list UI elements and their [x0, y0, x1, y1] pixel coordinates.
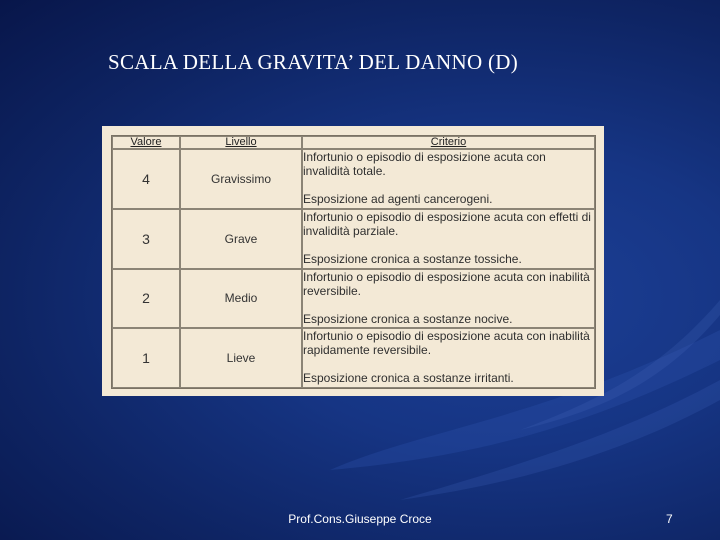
cell-valore: 4: [112, 149, 180, 209]
severity-scale-table: [111, 135, 596, 389]
table-row: [112, 209, 595, 269]
slide-title: SCALA DELLA GRAVITA’ DEL DANNO (D): [108, 50, 519, 74]
page-number: 7: [666, 512, 673, 526]
cell-livello: Medio: [180, 269, 302, 329]
slide-footer: Prof.Cons.Giuseppe Croce: [288, 512, 432, 526]
cell-criterio: [302, 149, 595, 209]
table-row: [112, 149, 595, 209]
criterio-chronic: Esposizione cronica a sostanze irritanti.: [303, 371, 514, 386]
cell-valore: 2: [112, 269, 180, 329]
cell-criterio: [302, 269, 595, 329]
cell-criterio: [302, 209, 595, 269]
cell-livello: Grave: [180, 209, 302, 269]
cell-livello: Lieve: [180, 328, 302, 388]
criterio-chronic: Esposizione cronica a sostanze tossiche.: [303, 251, 522, 266]
criterio-acute: Infortunio o episodio di esposizione acuta con invalidità totale.: [303, 150, 546, 178]
table-header-row: [112, 136, 595, 149]
header-valore: Valore: [112, 136, 180, 149]
table-row: [112, 328, 595, 388]
criterio-acute: Infortunio o episodio di esposizione acuta con inabilità reversibile.: [303, 269, 590, 298]
table-row: [112, 269, 595, 329]
cell-valore: 1: [112, 328, 180, 388]
table-panel: [102, 126, 604, 396]
cell-valore: 3: [112, 209, 180, 269]
header-livello: Livello: [180, 136, 302, 149]
cell-criterio: [302, 328, 595, 388]
header-criterio: Criterio: [302, 136, 595, 149]
cell-livello: Gravissimo: [180, 149, 302, 209]
criterio-chronic: Esposizione cronica a sostanze nocive.: [303, 311, 513, 326]
criterio-acute: Infortunio o episodio di esposizione acuta con inabilità rapidamente reversibile.: [303, 329, 590, 358]
criterio-chronic: Esposizione ad agenti cancerogeni.: [303, 192, 493, 206]
criterio-acute: Infortunio o episodio di esposizione acuta con effetti di invalidità parziale.: [303, 209, 591, 238]
